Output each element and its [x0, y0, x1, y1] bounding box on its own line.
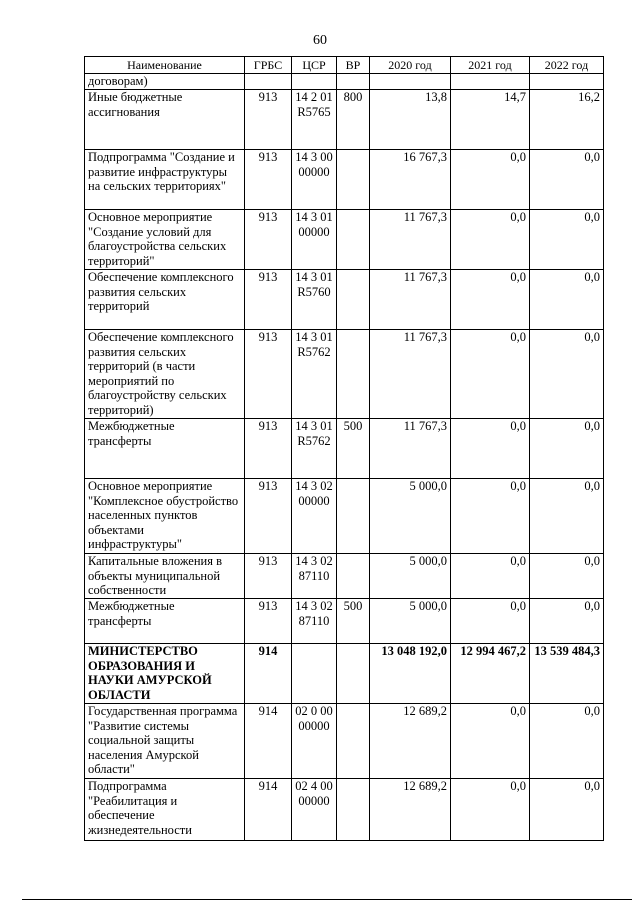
cell-2021	[451, 74, 530, 90]
cell-name: Основное мероприятие "Создание условий для благоустройства сельских территорий"	[85, 210, 245, 270]
cell-2022: 13 539 484,3	[530, 644, 604, 704]
header-2021: 2021 год	[451, 57, 530, 74]
cell-name: Иные бюджетные ассигнования	[85, 90, 245, 150]
cell-name: Основное мероприятие "Комплексное обустройство населенных пунктов объектами инфраструктуры"	[85, 479, 245, 554]
cell-name: Обеспечение комплексного развития сельских территорий	[85, 270, 245, 330]
table-row	[85, 150, 604, 210]
cell-name: Межбюджетные трансферты	[85, 599, 245, 644]
cell-grbs: 913	[245, 90, 292, 150]
cell-csr: 14 2 01 R5765	[292, 90, 337, 150]
table-row	[85, 74, 604, 90]
cell-2022: 0,0	[530, 419, 604, 479]
cell-vr	[337, 479, 370, 554]
cell-2022: 0,0	[530, 479, 604, 554]
cell-grbs: 914	[245, 644, 292, 704]
cell-name: Капитальные вложения в объекты муниципальной собственности	[85, 554, 245, 599]
cell-grbs: 914	[245, 704, 292, 779]
table-row	[85, 270, 604, 330]
cell-2021: 12 994 467,2	[451, 644, 530, 704]
cell-2022: 0,0	[530, 554, 604, 599]
cell-name: Подпрограмма "Реабилитация и обеспечение жизнедеятельности	[85, 779, 245, 841]
cell-2020: 16 767,3	[370, 150, 451, 210]
cell-vr	[337, 704, 370, 779]
table-row	[85, 419, 604, 479]
cell-2021: 0,0	[451, 599, 530, 644]
cell-csr: 14 3 00 00000	[292, 150, 337, 210]
cell-2021: 14,7	[451, 90, 530, 150]
cell-grbs	[245, 74, 292, 90]
cell-2020: 11 767,3	[370, 270, 451, 330]
header-grbs: ГРБС	[245, 57, 292, 74]
cell-vr	[337, 74, 370, 90]
cell-csr: 14 3 01 00000	[292, 210, 337, 270]
cell-2022: 0,0	[530, 599, 604, 644]
cell-2021: 0,0	[451, 330, 530, 419]
header-vr: ВР	[337, 57, 370, 74]
cell-name: МИНИСТЕРСТВО ОБРАЗОВАНИЯ И НАУКИ АМУРСКОЙ ОБЛАСТИ	[85, 644, 245, 704]
cell-2021: 0,0	[451, 554, 530, 599]
cell-grbs: 913	[245, 210, 292, 270]
header-2022: 2022 год	[530, 57, 604, 74]
cell-2020	[370, 74, 451, 90]
table-row	[85, 479, 604, 554]
table-row	[85, 554, 604, 599]
cell-2020: 11 767,3	[370, 330, 451, 419]
cell-grbs: 913	[245, 270, 292, 330]
cell-vr	[337, 554, 370, 599]
cell-vr	[337, 644, 370, 704]
cell-2022: 0,0	[530, 704, 604, 779]
header-name: Наименование	[85, 57, 245, 74]
cell-vr: 500	[337, 419, 370, 479]
cell-csr: 14 3 02 00000	[292, 479, 337, 554]
cell-grbs: 913	[245, 554, 292, 599]
cell-name: Межбюджетные трансферты	[85, 419, 245, 479]
cell-2020: 13,8	[370, 90, 451, 150]
cell-csr: 14 3 01 R5760	[292, 270, 337, 330]
cell-csr: 14 3 02 87110	[292, 554, 337, 599]
cell-2020: 12 689,2	[370, 704, 451, 779]
cell-grbs: 913	[245, 330, 292, 419]
cell-csr: 14 3 01 R5762	[292, 330, 337, 419]
cell-2020: 5 000,0	[370, 479, 451, 554]
table-row	[85, 704, 604, 779]
cell-2022: 0,0	[530, 779, 604, 841]
cell-2020: 11 767,3	[370, 419, 451, 479]
cell-2021: 0,0	[451, 210, 530, 270]
cell-grbs: 914	[245, 779, 292, 841]
table-header-row	[85, 57, 604, 74]
page-bottom-rule	[22, 899, 632, 900]
cell-vr: 800	[337, 90, 370, 150]
cell-2022: 0,0	[530, 330, 604, 419]
cell-2021: 0,0	[451, 419, 530, 479]
cell-grbs: 913	[245, 419, 292, 479]
cell-vr	[337, 779, 370, 841]
cell-csr: 02 0 00 00000	[292, 704, 337, 779]
table-row	[85, 90, 604, 150]
cell-2021: 0,0	[451, 270, 530, 330]
cell-grbs: 913	[245, 150, 292, 210]
cell-vr	[337, 210, 370, 270]
cell-name: договорам)	[85, 74, 245, 90]
cell-2021: 0,0	[451, 704, 530, 779]
cell-2020: 13 048 192,0	[370, 644, 451, 704]
cell-2021: 0,0	[451, 479, 530, 554]
cell-csr: 02 4 00 00000	[292, 779, 337, 841]
cell-csr: 14 3 02 87110	[292, 599, 337, 644]
cell-2022: 0,0	[530, 150, 604, 210]
table-row	[85, 779, 604, 841]
cell-csr	[292, 74, 337, 90]
cell-vr	[337, 150, 370, 210]
header-csr: ЦСР	[292, 57, 337, 74]
cell-name: Государственная программа "Развитие системы социальной защиты населения Амурской области"	[85, 704, 245, 779]
cell-grbs: 913	[245, 599, 292, 644]
cell-name: Подпрограмма "Создание и развитие инфраструктуры на сельских территориях"	[85, 150, 245, 210]
table-row	[85, 210, 604, 270]
cell-2020: 5 000,0	[370, 599, 451, 644]
header-2020: 2020 год	[370, 57, 451, 74]
table-row	[85, 330, 604, 419]
cell-2022: 16,2	[530, 90, 604, 150]
cell-vr	[337, 330, 370, 419]
page-number: 60	[313, 33, 327, 48]
cell-2020: 5 000,0	[370, 554, 451, 599]
cell-csr: 14 3 01 R5762	[292, 419, 337, 479]
cell-grbs: 913	[245, 479, 292, 554]
cell-vr	[337, 270, 370, 330]
cell-csr	[292, 644, 337, 704]
budget-table	[84, 56, 604, 841]
cell-2022: 0,0	[530, 210, 604, 270]
cell-2022: 0,0	[530, 270, 604, 330]
cell-vr: 500	[337, 599, 370, 644]
cell-name: Обеспечение комплексного развития сельских территорий (в части мероприятий по благоустройству сельских территорий)	[85, 330, 245, 419]
table-row	[85, 599, 604, 644]
cell-2021: 0,0	[451, 150, 530, 210]
cell-2020: 12 689,2	[370, 779, 451, 841]
cell-2022	[530, 74, 604, 90]
cell-2021: 0,0	[451, 779, 530, 841]
table-row	[85, 644, 604, 704]
cell-2020: 11 767,3	[370, 210, 451, 270]
